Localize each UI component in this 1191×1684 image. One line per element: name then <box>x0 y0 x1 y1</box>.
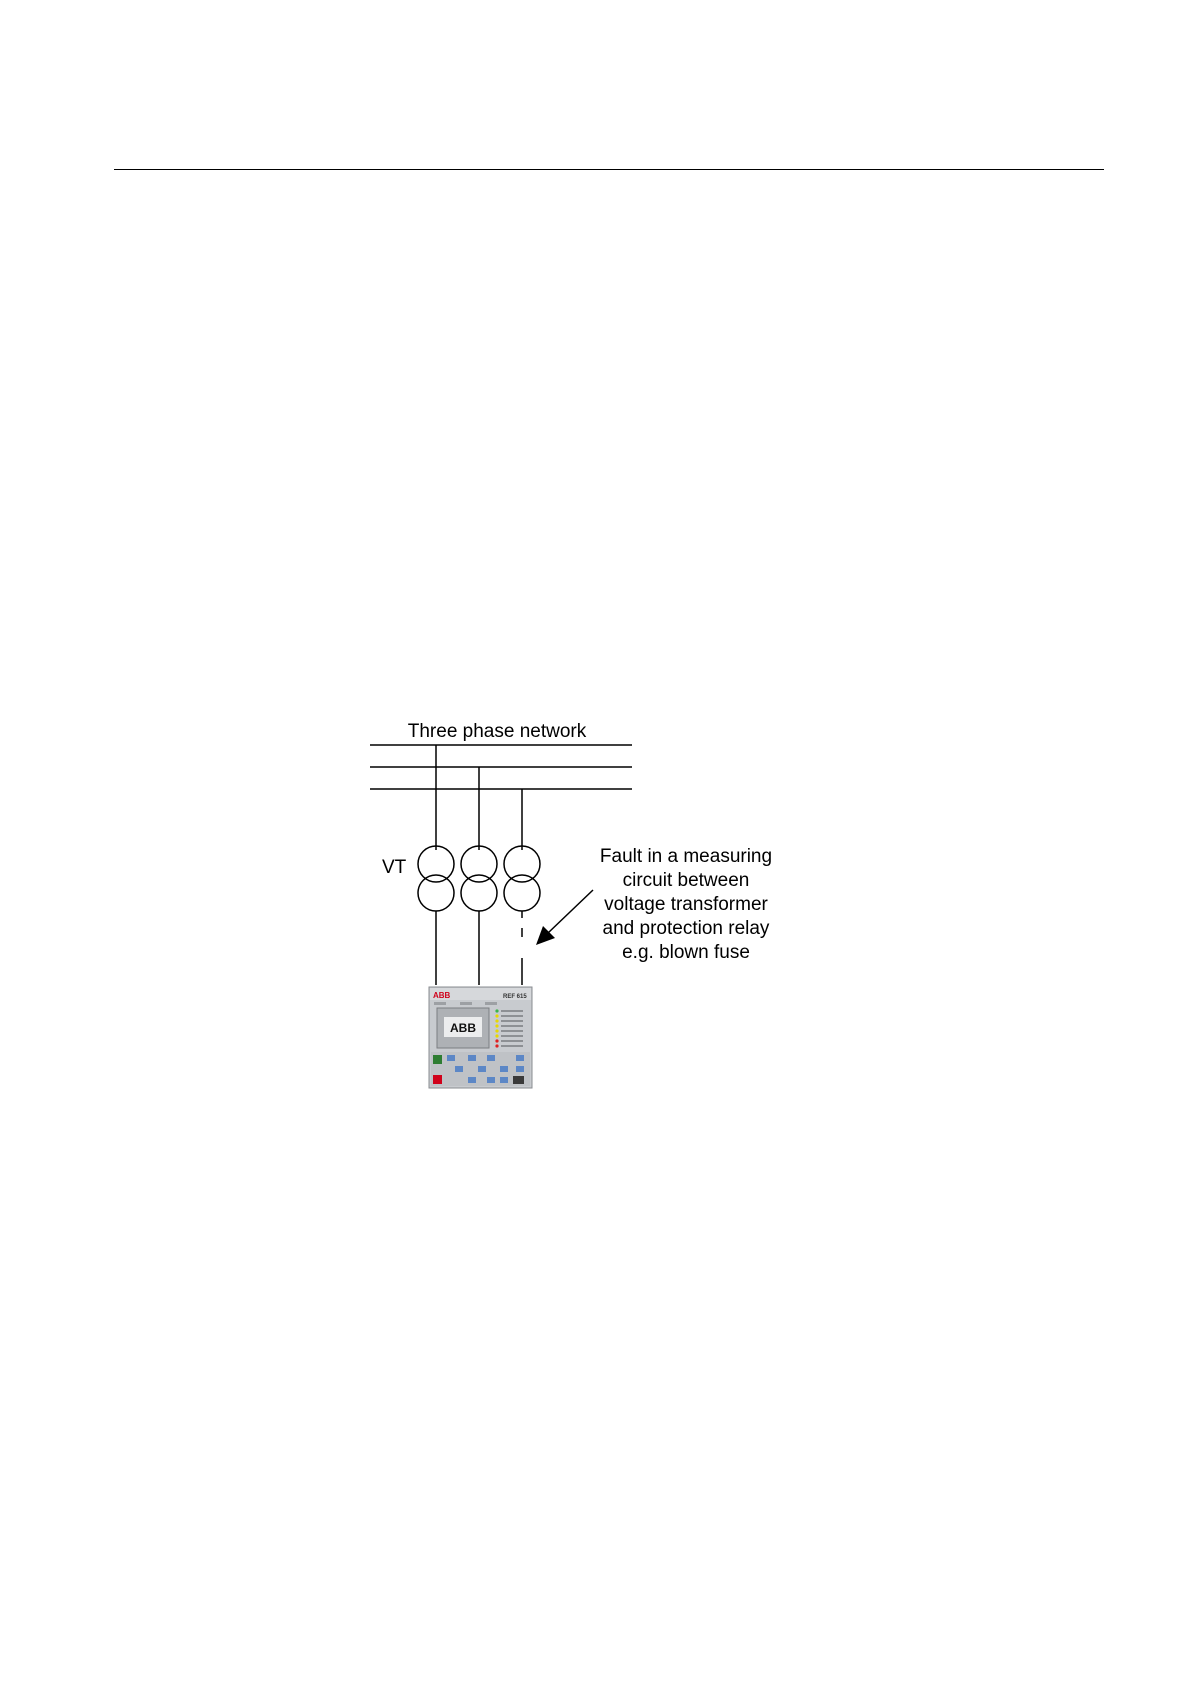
fault-note <box>600 846 772 963</box>
vt-1-secondary-icon <box>418 875 454 911</box>
vt-3-secondary-icon <box>504 875 540 911</box>
vt-3-primary-icon <box>504 846 540 882</box>
voltage-transformers <box>418 846 540 911</box>
relay-model-label: REF 615 <box>503 994 527 1000</box>
phase-conductors <box>436 745 522 985</box>
fault-note-line-3: voltage transformer <box>604 894 768 915</box>
relay-open-key <box>433 1075 442 1084</box>
protection-relay <box>429 987 532 1088</box>
fault-arrow-icon <box>536 890 593 945</box>
fault-note-line-1: Fault in a measuring <box>599 846 773 867</box>
vt-1-primary-icon <box>418 846 454 882</box>
network-label: Three phase network <box>407 721 587 742</box>
relay-close-key <box>433 1055 442 1064</box>
three-phase-busbars <box>370 745 632 789</box>
fault-note-line-4: and protection relay <box>602 918 770 939</box>
relay-port-icon <box>513 1076 524 1084</box>
fault-note-line-5: e.g. blown fuse <box>622 942 750 963</box>
vt-2-secondary-icon <box>461 875 497 911</box>
relay-display-logo: ABB <box>450 1021 476 1035</box>
fault-note-line-2: circuit between <box>622 870 750 891</box>
vt-2-primary-icon <box>461 846 497 882</box>
vt-label: VT <box>382 857 407 878</box>
relay-brand-logo: ABB <box>433 991 451 1000</box>
